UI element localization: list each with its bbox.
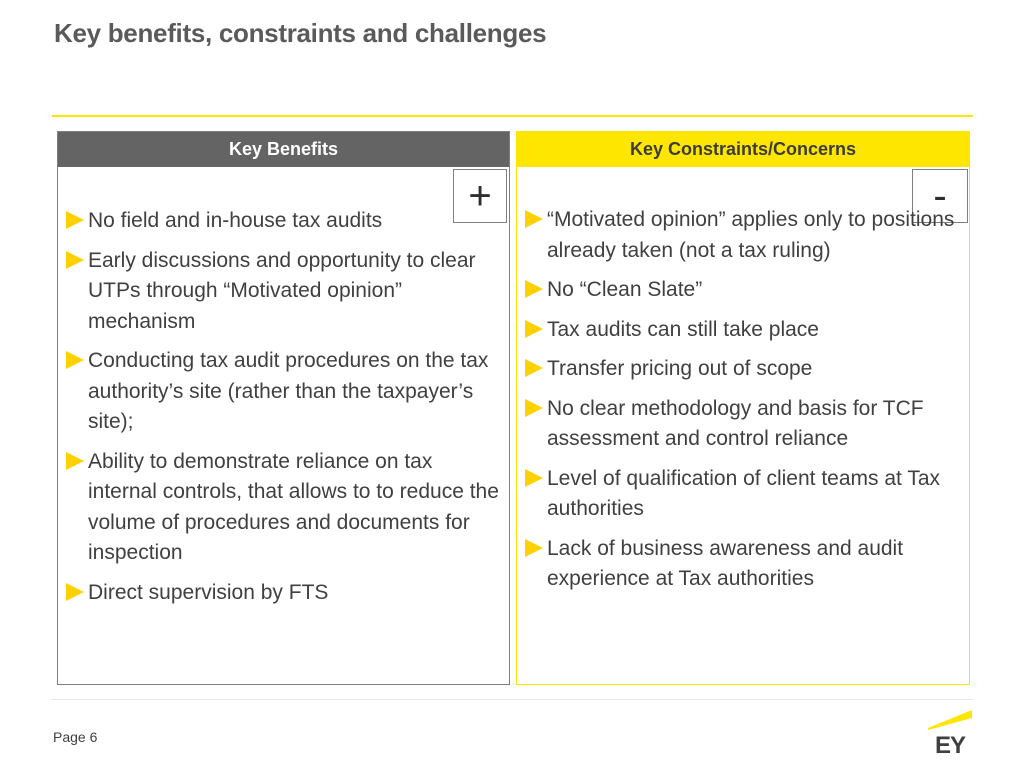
constraints-header: Key Constraints/Concerns (517, 132, 969, 167)
benefit-text: Direct supervision by FTS (88, 580, 329, 604)
page-number: Page 6 (53, 729, 98, 745)
constraint-text: Transfer pricing out of scope (547, 357, 813, 380)
benefit-text: No field and in-house tax audits (88, 209, 383, 232)
bullet-arrow-icon (66, 452, 84, 470)
list-item (525, 354, 963, 385)
list-item (66, 206, 503, 237)
benefits-header: Key Benefits (58, 132, 509, 167)
list-item (66, 578, 503, 609)
benefit-text: Ability to demonstrate reliance on tax internal controls, that allows to to reduce the volume of procedures and documents for inspection (88, 449, 499, 564)
bullet-arrow-icon (525, 469, 543, 487)
bullet-arrow-icon (66, 211, 84, 229)
bullet-arrow-icon (525, 359, 543, 377)
benefits-panel (57, 131, 510, 685)
list-item (525, 315, 963, 346)
bullet-arrow-icon (66, 583, 84, 601)
bullet-arrow-icon (525, 399, 543, 417)
benefit-text: Conducting tax audit procedures on the tax authority’s site (rather than the taxpayer’s site); (88, 349, 489, 433)
list-item (66, 346, 503, 438)
bullet-arrow-icon (66, 351, 84, 369)
ey-logo-text: EY (934, 732, 966, 756)
bullet-arrow-icon (525, 539, 543, 557)
footer-divider (52, 699, 973, 700)
list-item (66, 447, 503, 569)
list-item (525, 275, 963, 306)
constraint-text: No clear methodology and basis for TCF assessment and control reliance (547, 396, 924, 450)
constraints-panel (516, 131, 970, 685)
title-divider (52, 115, 973, 117)
constraint-text: “Motivated opinion” applies only to positions already taken (not a tax ruling) (547, 208, 955, 262)
list-item (525, 205, 963, 266)
plus-sign-box: + (453, 169, 507, 223)
bullet-arrow-icon (525, 280, 543, 298)
constraint-text: Lack of business awareness and audit experience at Tax authorities (547, 536, 904, 590)
list-item (525, 464, 963, 525)
list-item (525, 394, 963, 455)
constraint-text: No “Clean Slate” (547, 278, 703, 301)
bullet-arrow-icon (525, 320, 543, 338)
ey-logo-icon (926, 706, 974, 756)
constraints-list (525, 205, 963, 604)
minus-sign-box: - (912, 169, 968, 223)
constraint-text: Tax audits can still take place (547, 317, 819, 341)
constraint-text: Level of qualification of client teams at Tax authorities (547, 466, 941, 520)
bullet-arrow-icon (525, 210, 543, 228)
benefit-text: Early discussions and opportunity to clear UTPs through “Motivated opinion” mechanism (88, 248, 476, 333)
slide-title: Key benefits, constraints and challenges (54, 18, 547, 48)
benefits-list (66, 206, 503, 617)
list-item (525, 534, 963, 595)
bullet-arrow-icon (66, 251, 84, 269)
list-item (66, 246, 503, 338)
